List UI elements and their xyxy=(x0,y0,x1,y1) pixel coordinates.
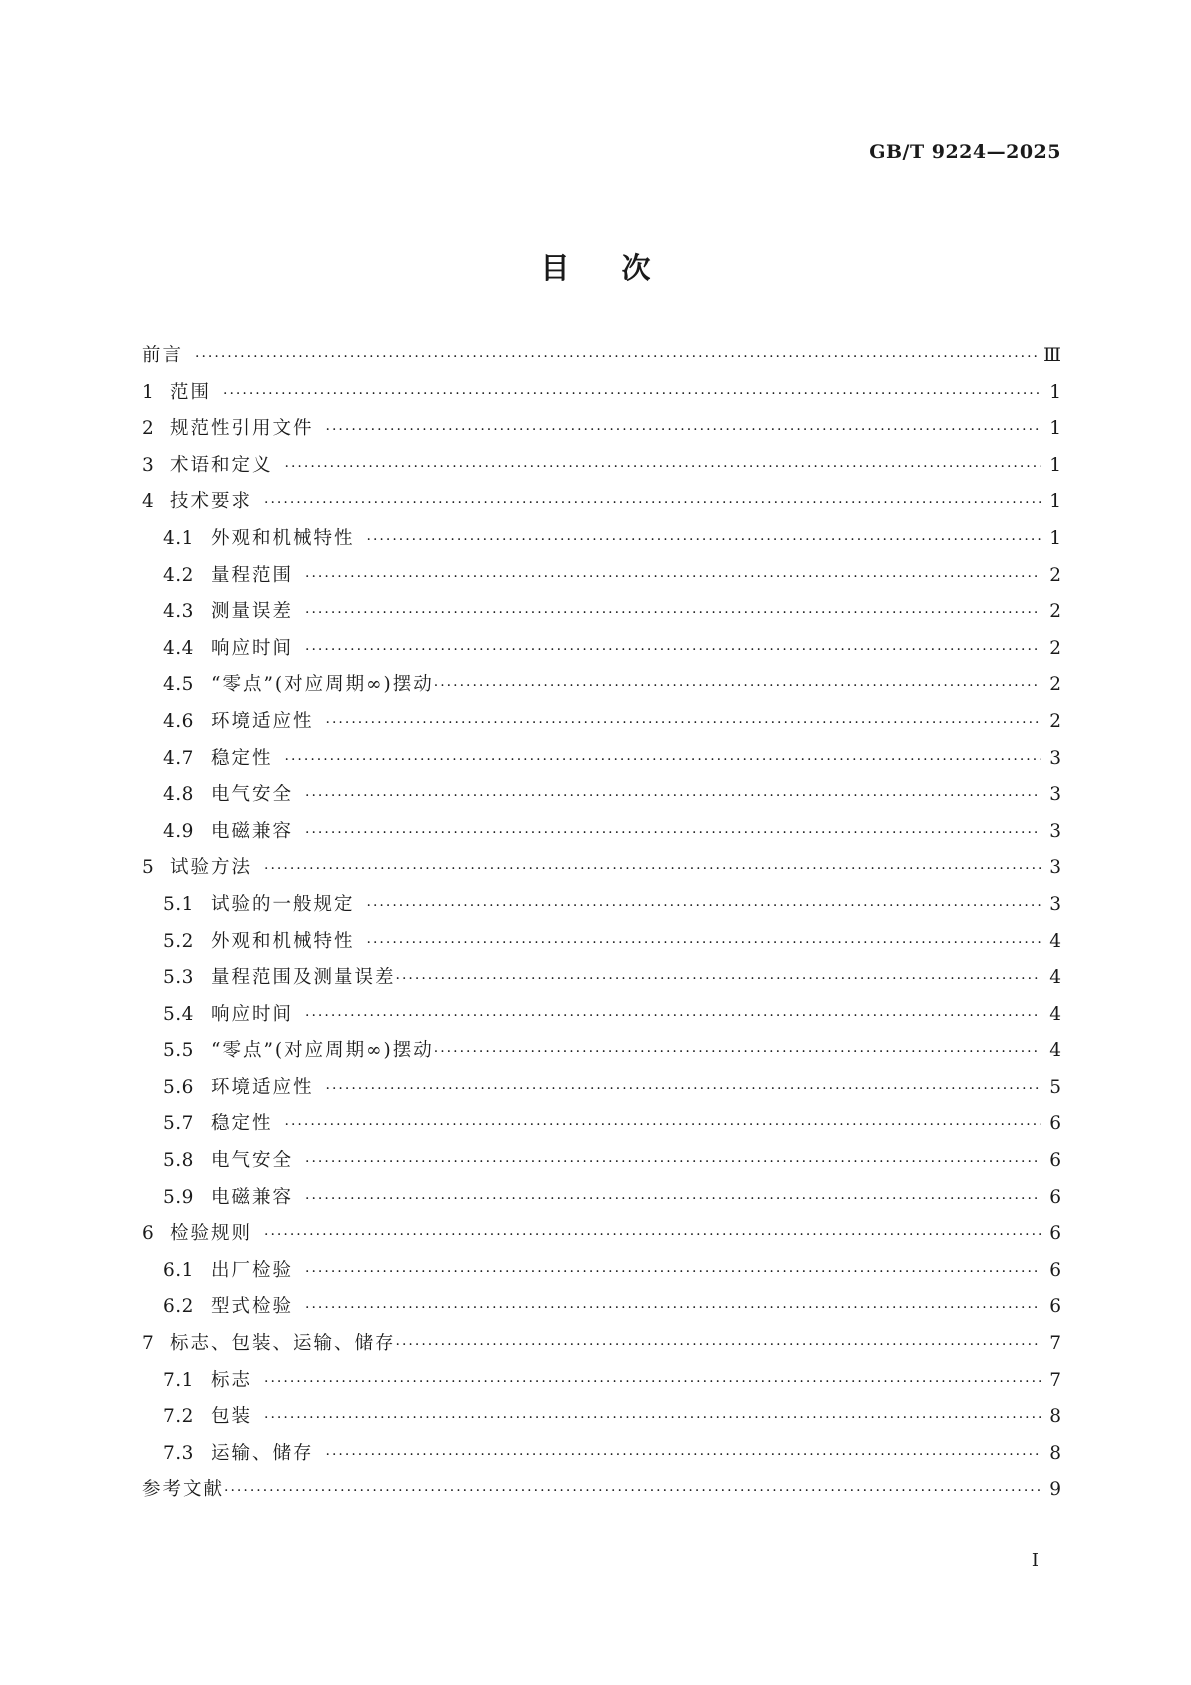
toc-dot-leader xyxy=(326,705,1041,742)
toc-entry-number: 7 xyxy=(142,1333,154,1355)
toc-entry-page-number: 7 xyxy=(1049,1369,1061,1391)
toc-entry-page-number: 3 xyxy=(1049,820,1061,842)
toc-dot-leader xyxy=(367,522,1041,559)
toc-entry-label: 外观和机械特性 xyxy=(211,527,355,549)
toc-entry-number: 5.5 xyxy=(163,1040,194,1062)
toc-entry[interactable] xyxy=(142,850,1061,887)
toc-entry-label: 标志 xyxy=(211,1369,253,1391)
toc-entry-page-number: 2 xyxy=(1049,674,1061,696)
toc-entry[interactable] xyxy=(142,741,1061,778)
toc-dot-leader xyxy=(285,449,1041,486)
toc-entry[interactable] xyxy=(142,1033,1061,1070)
toc-entry-number: 4.2 xyxy=(163,564,194,586)
toc-entry-label: 量程范围及测量误差 xyxy=(211,967,396,989)
toc-entry-number: 5.3 xyxy=(163,967,194,989)
toc-entry-number: 5.2 xyxy=(163,930,194,952)
toc-dot-leader xyxy=(224,1473,1041,1510)
toc-entry-label: 技术要求 xyxy=(170,491,253,513)
toc-dot-leader xyxy=(434,1034,1041,1071)
toc-entry[interactable] xyxy=(142,594,1061,631)
toc-entry[interactable] xyxy=(142,777,1061,814)
toc-dot-leader xyxy=(434,668,1041,705)
toc-entry-label: 运输、储存 xyxy=(211,1442,314,1464)
toc-entry-page-number: 3 xyxy=(1049,747,1061,769)
toc-entry-number: 5.1 xyxy=(163,893,194,915)
toc-entry-page-number: 6 xyxy=(1049,1186,1061,1208)
toc-dot-leader xyxy=(305,595,1041,632)
toc-entry[interactable] xyxy=(142,484,1061,521)
toc-dot-leader xyxy=(305,998,1041,1035)
toc-entry-page-number: 6 xyxy=(1049,1223,1061,1245)
toc-title: 目次 xyxy=(540,251,703,285)
toc-entry-number: 7.3 xyxy=(163,1442,194,1464)
toc-entry-page-number: 1 xyxy=(1049,491,1061,513)
toc-entry-number: 1 xyxy=(142,381,154,403)
toc-entry-page-number: Ⅲ xyxy=(1043,345,1061,366)
toc-entry-label: 量程范围 xyxy=(211,564,294,586)
toc-dot-leader xyxy=(396,1327,1041,1364)
toc-dot-leader xyxy=(264,1217,1041,1254)
toc-dot-leader xyxy=(264,1364,1041,1401)
toc-entry-page-number: 1 xyxy=(1049,527,1061,549)
toc-entry-label: 检验规则 xyxy=(170,1223,253,1245)
page-folio: I xyxy=(1031,1550,1039,1571)
toc-entry[interactable] xyxy=(142,375,1061,412)
toc-entry-page-number: 6 xyxy=(1049,1113,1061,1135)
toc-entry[interactable] xyxy=(142,1070,1061,1107)
toc-entry-label: 试验的一般规定 xyxy=(211,893,355,915)
toc-dot-leader xyxy=(305,632,1041,669)
toc-entry[interactable] xyxy=(142,1106,1061,1143)
toc-entry-page-number: 5 xyxy=(1049,1076,1061,1098)
toc-entry-number: 4.8 xyxy=(163,784,194,806)
toc-entry-page-number: 7 xyxy=(1049,1333,1061,1355)
toc-dot-leader xyxy=(195,339,1037,376)
toc-entry-label: 术语和定义 xyxy=(170,454,273,476)
toc-entry-page-number: 1 xyxy=(1049,381,1061,403)
toc-entry-label: “零点”(对应周期∞)摆动 xyxy=(211,1040,434,1062)
toc-entry[interactable] xyxy=(142,887,1061,924)
toc-dot-leader xyxy=(326,1437,1041,1474)
toc-entry-number: 7.2 xyxy=(163,1406,194,1428)
toc-entry-page-number: 4 xyxy=(1049,1040,1061,1062)
toc-dot-leader xyxy=(367,925,1041,962)
toc-dot-leader xyxy=(305,778,1041,815)
toc-entry-page-number: 2 xyxy=(1049,564,1061,586)
toc-entry-page-number: 6 xyxy=(1049,1259,1061,1281)
toc-entry-label: 前言 xyxy=(142,345,184,366)
toc-entry-page-number: 2 xyxy=(1049,601,1061,623)
toc-entry-number: 4.3 xyxy=(163,601,194,623)
toc-entry-label: 包装 xyxy=(211,1406,253,1428)
toc-entry-number: 5.8 xyxy=(163,1150,194,1172)
toc-entry-number: 7.1 xyxy=(163,1369,194,1391)
toc-entry[interactable] xyxy=(142,960,1061,997)
toc-entry-number: 2 xyxy=(142,418,154,440)
toc-entry[interactable] xyxy=(142,411,1061,448)
toc-entry-label: 试验方法 xyxy=(170,857,253,879)
toc-entry-number: 6.1 xyxy=(163,1259,194,1281)
toc-dot-leader xyxy=(367,888,1041,925)
toc-entry-label: 范围 xyxy=(170,381,212,403)
toc-entry-page-number: 9 xyxy=(1049,1479,1061,1501)
toc-entry[interactable] xyxy=(142,997,1061,1034)
toc-entry-label: 电气安全 xyxy=(211,1150,294,1172)
toc-entry-number: 5.9 xyxy=(163,1186,194,1208)
toc-entry-page-number: 1 xyxy=(1049,418,1061,440)
toc-entry[interactable] xyxy=(142,1180,1061,1217)
toc-entry-number: 4.4 xyxy=(163,637,194,659)
toc-entry-number: 4.1 xyxy=(163,527,194,549)
toc-entry-label: 电磁兼容 xyxy=(211,1186,294,1208)
toc-entry-label: 环境适应性 xyxy=(211,1076,314,1098)
toc-entry[interactable] xyxy=(142,814,1061,851)
toc-entry-page-number: 6 xyxy=(1049,1296,1061,1318)
toc-entry[interactable] xyxy=(142,1289,1061,1326)
toc-entry-page-number: 4 xyxy=(1049,1003,1061,1025)
toc-entry[interactable] xyxy=(142,924,1061,961)
toc-entry[interactable] xyxy=(142,521,1061,558)
table-of-contents xyxy=(142,338,1061,1509)
toc-dot-leader xyxy=(326,412,1041,449)
toc-dot-leader xyxy=(223,376,1041,413)
toc-entry[interactable] xyxy=(142,1326,1061,1363)
toc-entry-label: 规范性引用文件 xyxy=(170,418,314,440)
toc-entry-label: 外观和机械特性 xyxy=(211,930,355,952)
toc-entry-page-number: 3 xyxy=(1049,784,1061,806)
toc-entry-label: 电磁兼容 xyxy=(211,820,294,842)
toc-entry-number: 4.9 xyxy=(163,820,194,842)
toc-entry[interactable] xyxy=(142,1399,1061,1436)
toc-entry-number: 4.5 xyxy=(163,674,194,696)
toc-entry[interactable] xyxy=(142,631,1061,668)
toc-entry-number: 4.7 xyxy=(163,747,194,769)
toc-entry-number: 5.4 xyxy=(163,1003,194,1025)
toc-entry-label: 稳定性 xyxy=(211,747,273,769)
toc-entry-page-number: 4 xyxy=(1049,930,1061,952)
toc-dot-leader xyxy=(326,1071,1041,1108)
toc-entry-label: 标志、包装、运输、储存 xyxy=(170,1333,396,1355)
toc-dot-leader xyxy=(264,1400,1041,1437)
toc-entry[interactable] xyxy=(142,1363,1061,1400)
toc-dot-leader xyxy=(264,851,1041,888)
toc-entry[interactable] xyxy=(142,1143,1061,1180)
toc-entry-number: 4 xyxy=(142,491,154,513)
toc-entry-page-number: 2 xyxy=(1049,637,1061,659)
standard-number: GB/T 9224—2025 xyxy=(869,141,1061,163)
toc-dot-leader xyxy=(305,815,1041,852)
toc-entry-number: 5 xyxy=(142,857,154,879)
toc-entry-page-number: 3 xyxy=(1049,857,1061,879)
toc-entry-label: 测量误差 xyxy=(211,601,294,623)
toc-entry-label: “零点”(对应周期∞)摆动 xyxy=(211,674,434,696)
toc-entry-label: 出厂检验 xyxy=(211,1259,294,1281)
toc-dot-leader xyxy=(305,559,1041,596)
toc-entry-label: 参考文献 xyxy=(142,1479,225,1501)
toc-dot-leader xyxy=(285,1107,1041,1144)
toc-entry[interactable] xyxy=(142,1216,1061,1253)
toc-entry-number: 6 xyxy=(142,1223,154,1245)
toc-entry[interactable] xyxy=(142,1472,1061,1509)
toc-entry-label: 型式检验 xyxy=(211,1296,294,1318)
toc-entry-label: 响应时间 xyxy=(211,637,294,659)
toc-dot-leader xyxy=(305,1144,1041,1181)
toc-dot-leader xyxy=(305,1254,1041,1291)
toc-dot-leader xyxy=(264,485,1041,522)
toc-entry[interactable] xyxy=(142,1253,1061,1290)
toc-entry-page-number: 4 xyxy=(1049,967,1061,989)
toc-entry[interactable] xyxy=(142,448,1061,485)
toc-entry-page-number: 2 xyxy=(1049,710,1061,732)
toc-entry-page-number: 3 xyxy=(1049,893,1061,915)
toc-dot-leader xyxy=(396,961,1041,998)
toc-entry-number: 4.6 xyxy=(163,710,194,732)
toc-entry-page-number: 8 xyxy=(1049,1406,1061,1428)
toc-dot-leader xyxy=(305,1290,1041,1327)
toc-entry-label: 稳定性 xyxy=(211,1113,273,1135)
toc-entry[interactable] xyxy=(142,667,1061,704)
toc-entry-number: 6.2 xyxy=(163,1296,194,1318)
toc-dot-leader xyxy=(285,742,1041,779)
toc-entry-page-number: 8 xyxy=(1049,1442,1061,1464)
toc-entry[interactable] xyxy=(142,338,1061,375)
toc-entry-page-number: 1 xyxy=(1049,454,1061,476)
toc-dot-leader xyxy=(305,1181,1041,1218)
toc-entry-label: 环境适应性 xyxy=(211,710,314,732)
toc-entry-number: 5.7 xyxy=(163,1113,194,1135)
toc-entry-page-number: 6 xyxy=(1049,1150,1061,1172)
toc-entry-label: 电气安全 xyxy=(211,784,294,806)
toc-entry-number: 5.6 xyxy=(163,1076,194,1098)
toc-entry[interactable] xyxy=(142,704,1061,741)
toc-entry[interactable] xyxy=(142,1436,1061,1473)
toc-entry[interactable] xyxy=(142,558,1061,595)
toc-entry-label: 响应时间 xyxy=(211,1003,294,1025)
toc-entry-number: 3 xyxy=(142,454,154,476)
